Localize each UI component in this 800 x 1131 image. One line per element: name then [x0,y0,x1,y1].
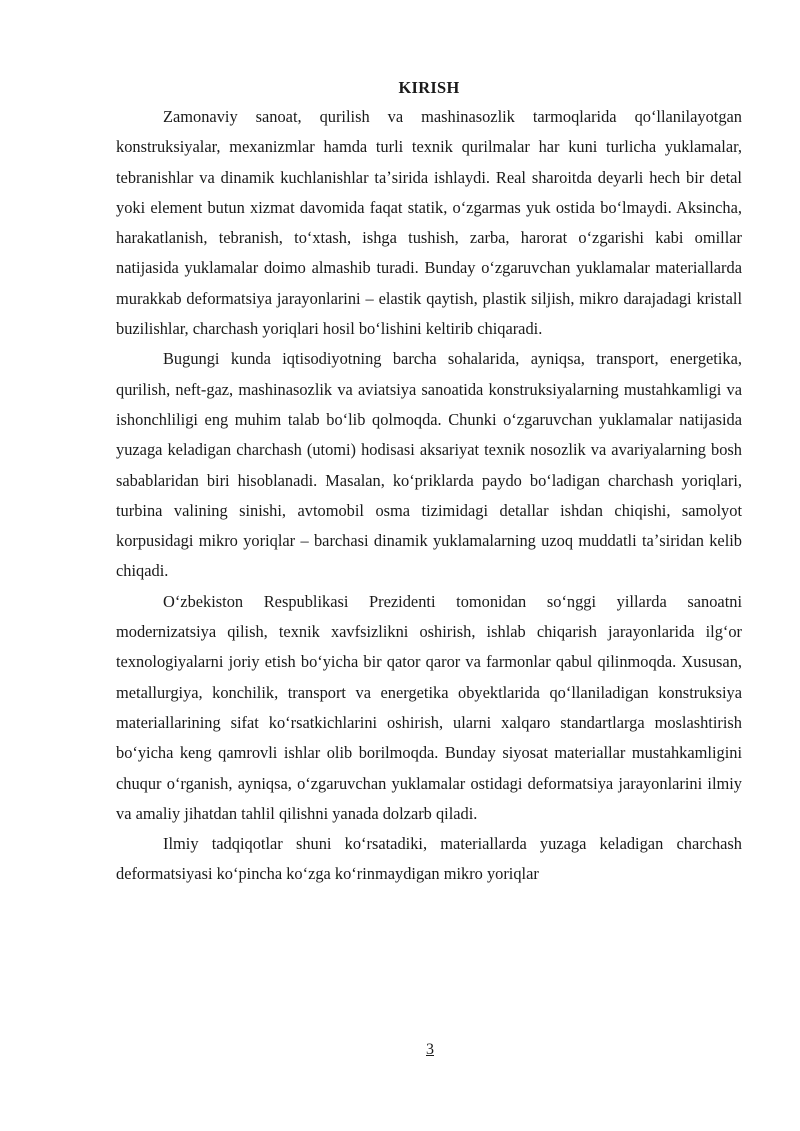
document-body [116,74,742,890]
page-number: 3 [426,1041,434,1058]
paragraph-1: Zamonaviy sanoat, qurilish va mashinasozlik tarmoqlarida qoʻllanilayotgan konstruksiyalar, mexanizmlar hamda turli texnik qurilmalar har kuni turlicha yuklamalar, tebranishlar va dinamik kuchlanishlar taʼsirida ishlaydi. Real sharoitda deyarli hech bir detal yoki element butun xizmat davomida faqat statik, oʻzgarmas yuk ostida boʻlmaydi. Aksincha, harakatlanish, tebranish, toʻxtash, ishga tushish, zarba, harorat oʻzgarishi kabi omillar natijasida yuklamalar doimo almashib turadi. Bunday oʻzgaruvchan yuklamalar materiallarda murakkab deformatsiya jarayonlarini – elastik qaytish, plastik siljish, mikro darajadagi kristall buzilishlar, charchash yoriqlari hosil boʻlishini keltirib chiqaradi. [116,107,742,339]
paragraph-3: Oʻzbekiston Respublikasi Prezidenti tomonidan soʻnggi yillarda sanoatni modernizatsiya qilish, texnik xavfsizlikni oshirish, ishlab chiqarish jarayonlarida ilgʻor texnologiyalarni joriy etish boʻyicha bir qator qaror va farmonlar qabul qilinmoqda. Xususan, metallurgiya, konchilik, transport va energetika obyektlarida qoʻllaniladigan konstruksiya materiallarining sifat koʻrsatkichlarini oshirish, ularni xalqaro standartlarga moslashtirish boʻyicha keng qamrovli ishlar olib borilmoqda. Bunday siyosat materiallar mustahkamligini chuqur oʻrganish, ayniqsa, oʻzgaruvchan yuklamalar ostidagi deformatsiya jarayonlarini ilmiy va amaliy jihatdan tahlil qilishni yanada dolzarb qiladi. [116,591,742,823]
paragraph-4: Ilmiy tadqiqotlar shuni koʻrsatadiki, materiallarda yuzaga keladigan charchash deformatsiyasi koʻpincha koʻzga koʻrinmaydigan mikro yoriqlar [116,834,742,884]
paragraph-2: Bugungi kunda iqtisodiyotning barcha sohalarida, ayniqsa, transport, energetika, qurilish, neft-gaz, mashinasozlik va aviatsiya sanoatida konstruksiyalarning mustahkamligi va ishonchliligi eng muhim talab boʻlib qolmoqda. Chunki oʻzgaruvchan yuklamalar natijasida yuzaga keladigan charchash (utomi) hodisasi aksariyat texnik nosozlik va avariyalarning bosh sabablaridan biri hisoblanadi. Masalan, koʻpriklarda paydo boʻladigan charchash yoriqlari, turbina valining sinishi, avtomobil osma tizimidagi detallar ishdan chiqishi, samolyot korpusidagi mikro yoriqlar – barchasi dinamik yuklamalarning uzoq muddatli taʼsiridan kelib chiqadi. [116,349,742,581]
page-title: KIRISH [398,78,460,97]
